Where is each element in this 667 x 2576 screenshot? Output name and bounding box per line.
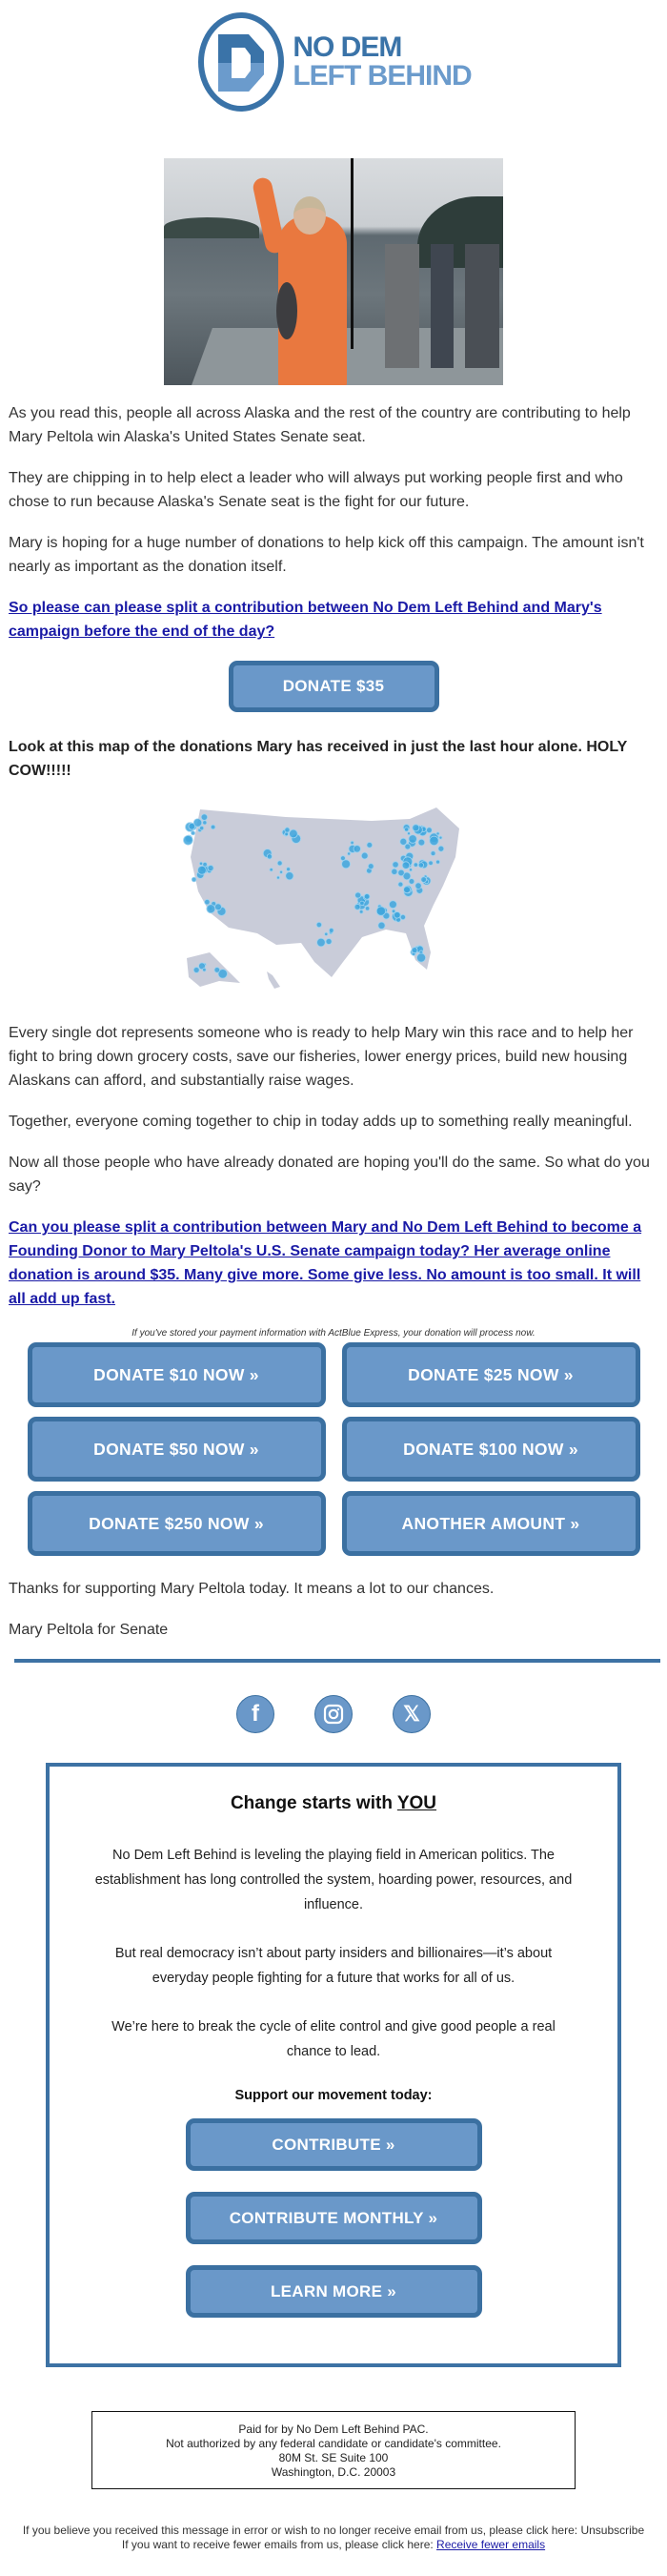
legal-line: Paid for by No Dem Left Behind PAC. (238, 2423, 429, 2436)
donation-dot (404, 828, 408, 831)
donate-35-button[interactable]: DONATE $35 (229, 661, 439, 712)
movement-box (46, 1763, 621, 2367)
donation-dot (421, 877, 427, 883)
donation-dot (439, 836, 442, 839)
map-intro: Look at this map of the donations Mary has received in just the last hour alone. HOLY COW!!!!! (9, 739, 628, 779)
donation-dot (199, 862, 202, 865)
donation-dot (285, 832, 289, 836)
donation-dot (197, 866, 206, 874)
donation-dot (285, 828, 290, 832)
donate-50-button[interactable]: DONATE $50 NOW » (28, 1417, 326, 1482)
paid-for-disclaimer (91, 2411, 576, 2489)
donation-dot (359, 910, 363, 913)
donation-dot (215, 904, 222, 910)
logo-text (293, 33, 471, 91)
donation-dot (277, 861, 282, 866)
logo-line2: LEFT BEHIND (293, 59, 472, 92)
box-paragraph: No Dem Left Behind is leveling the playing field in American politics. The establishment has long controlled the system, hoarding power, resources, and influence. (94, 1848, 573, 1912)
divider (14, 1659, 660, 1663)
hero-photo[interactable] (164, 158, 503, 385)
donation-dot (438, 846, 444, 851)
donation-dot (351, 841, 354, 844)
x-icon[interactable]: 𝕏 (393, 1695, 431, 1733)
donation-dot (355, 892, 361, 898)
donation-dot (365, 907, 369, 910)
donation-dot (409, 879, 414, 885)
donation-dot (400, 914, 405, 919)
donation-dot (207, 905, 215, 913)
donation-dot (364, 893, 370, 899)
donation-dot (398, 882, 403, 887)
paragraph: Together, everyone coming together to chip in today adds up to something really meaningful. (9, 1114, 633, 1130)
donation-dot (329, 929, 334, 933)
donation-dot (376, 907, 385, 915)
box-paragraph: We’re here to break the cycle of elite control and give good people a real chance to lead. (111, 2019, 556, 2059)
donation-dot (427, 828, 433, 833)
donation-dot (276, 876, 279, 879)
another-amount-button[interactable]: ANOTHER AMOUNT » (342, 1491, 640, 1556)
donate-25-button[interactable]: DONATE $25 NOW » (342, 1342, 640, 1407)
donation-dot (392, 910, 395, 913)
learn-more-button[interactable]: LEARN MORE » (186, 2265, 482, 2318)
donate-10-button[interactable]: DONATE $10 NOW » (28, 1342, 326, 1407)
donation-dot (325, 932, 328, 935)
donation-dot (211, 825, 215, 829)
donate-250-button[interactable]: DONATE $250 NOW » (28, 1491, 326, 1556)
donation-dot (402, 862, 410, 869)
donation-dot (205, 899, 211, 905)
legal-line: Washington, D.C. 20003 (271, 2465, 396, 2479)
donation-dot (214, 968, 220, 973)
donation-dot (415, 883, 422, 889)
donation-dot (184, 835, 193, 845)
donations-map (181, 800, 486, 1000)
donation-dot (193, 967, 199, 972)
donation-dot (348, 852, 351, 855)
donation-dot (389, 901, 396, 909)
donation-dot (409, 835, 417, 844)
split-contribution-link[interactable]: So please can please split a contribution between No Dem Left Behind and Mary's campaign before the end of the day? (9, 600, 602, 640)
donation-dot (430, 836, 439, 846)
donation-dot (316, 922, 321, 927)
donation-dot (354, 904, 360, 910)
donation-dot (201, 814, 207, 820)
donation-dot (378, 922, 385, 929)
donation-dot (393, 862, 398, 868)
logo-mark-icon (195, 11, 287, 112)
box-heading: Change starts with YOU (230, 1793, 437, 1813)
box-paragraph: But real democracy isn’t about party insiders and billionaires—it’s about everyday people fighting for a future that works for all of us. (114, 1946, 553, 1986)
donation-dot (203, 821, 207, 825)
donation-dot (361, 852, 368, 859)
donation-dot (408, 832, 411, 835)
donation-dot (287, 868, 291, 871)
contribute-button[interactable]: CONTRIBUTE » (186, 2118, 482, 2171)
donate-button-grid (0, 1342, 667, 1556)
donation-dot (317, 938, 326, 947)
donation-dot (354, 846, 360, 852)
donation-dot (409, 869, 412, 871)
paragraph: Every single dot represents someone who is ready to help Mary win this race and to help her fight to bring down grocery costs, save our fisheries, lower energy prices, build new housing Alaskans can afford, and substantially raise wages. (9, 1025, 634, 1089)
donation-dot (368, 864, 374, 869)
footer (0, 2524, 667, 2560)
donation-dot (416, 953, 425, 962)
donation-dot (404, 887, 411, 893)
donate-100-button[interactable]: DONATE $100 NOW » (342, 1417, 640, 1482)
donation-dot (192, 877, 196, 882)
donation-dot (418, 839, 425, 846)
signature: Mary Peltola for Senate (9, 1622, 169, 1638)
donation-dot (200, 827, 204, 830)
donation-dot (400, 838, 407, 845)
donation-dot (286, 872, 293, 880)
donation-dot (326, 938, 332, 944)
donation-dot (192, 831, 195, 835)
donation-dot (418, 863, 423, 868)
social-links (0, 1695, 667, 1733)
logo[interactable] (0, 0, 667, 114)
paragraph: They are chipping in to help elect a leader who will always put working people first and who chose to run because Alaska's Senate seat is the fight for our future. (9, 470, 623, 510)
logo-line1: NO DEM (293, 31, 402, 63)
donation-dot (340, 856, 345, 861)
donation-dot (342, 860, 351, 869)
donation-dot (270, 869, 273, 871)
donation-dot (414, 863, 417, 867)
donation-dot (367, 842, 373, 848)
hawaii-shape (267, 971, 280, 989)
instagram-icon[interactable] (314, 1695, 353, 1733)
paragraph: Now all those people who have already donated are hoping you'll do the same. So what do you say? (9, 1155, 650, 1195)
donation-dot (429, 861, 434, 866)
support-heading: Support our movement today: (234, 2088, 433, 2103)
donation-dot (413, 825, 419, 831)
donation-dot (436, 860, 440, 864)
unsubscribe-text[interactable]: If you believe you received this message in error or wish to no longer receive email from us, please click here: Unsubscribe (22, 2524, 645, 2537)
donation-dot (360, 901, 365, 906)
fewer-emails-line: If you want to receive fewer emails from us, please click here: Receive fewer emails (121, 2538, 546, 2551)
donation-dot (189, 823, 195, 829)
founding-donor-link[interactable]: Can you please split a contribution between Mary and No Dem Left Behind to become a Founding Donor to Mary Peltola's U.S. Senate campaign today? Her average online donation is around $35. Many give more. Some give less. No amount is too small. It will all add up fast. (9, 1219, 642, 1307)
donation-dot (267, 854, 272, 859)
donation-dot (431, 851, 435, 856)
donation-dot (392, 869, 397, 874)
donation-dot (398, 869, 405, 876)
legal-line: 80M St. SE Suite 100 (278, 2451, 389, 2464)
donation-dot (280, 870, 283, 873)
paragraph: As you read this, people all across Alaska and the rest of the country are contributing to help Mary Peltola win Alaska's United States Senate seat. (9, 405, 631, 445)
donation-dot (290, 829, 298, 838)
contribute-monthly-button[interactable]: CONTRIBUTE MONTHLY » (186, 2192, 482, 2244)
paragraph: Mary is hoping for a huge number of donations to help kick off this campaign. The amount isn't nearly as important as the donation itself. (9, 535, 644, 575)
legal-line: Not authorized by any federal candidate or candidate's committee. (166, 2437, 501, 2450)
donation-dot (405, 844, 411, 849)
donation-dot (203, 968, 207, 971)
donation-dot (436, 832, 439, 835)
thanks-text: Thanks for supporting Mary Peltola today. It means a lot to our chances. (9, 1581, 495, 1597)
facebook-icon[interactable]: f (236, 1695, 274, 1733)
donation-dot (208, 865, 213, 870)
donation-dot (412, 948, 417, 953)
receive-fewer-emails-link[interactable]: Receive fewer emails (436, 2538, 546, 2551)
actblue-note: If you've stored your payment information with ActBlue Express, your donation will process now. (131, 1328, 536, 1339)
